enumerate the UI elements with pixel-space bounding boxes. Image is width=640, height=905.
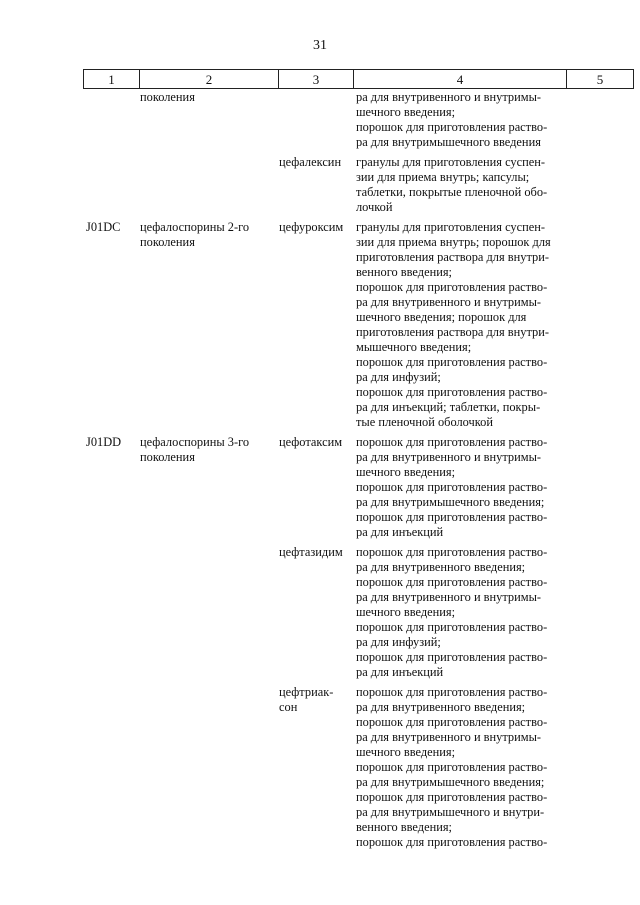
dosage-forms-line: гранулы для приготовления суспен- [356,155,546,169]
dosage-forms-line: порошок для приготовления раство- [356,685,548,699]
dosage-forms-line: ра для инъекций [356,525,444,539]
dosage-forms-line: порошок для приготовления раство- [356,575,548,589]
dosage-forms-cell [354,89,567,155]
dosage-forms-line: порошок для приготовления раство- [356,435,548,449]
note-cell [567,154,634,219]
table-row [84,434,634,544]
group-name-line: поколения [140,90,195,104]
dosage-forms-line: зии для приема внутрь; порошок для [356,235,551,249]
table-row [84,219,634,434]
group-name-line: цефалоспорины 3-го [140,435,250,449]
group-name-cell [140,154,279,219]
dosage-forms-line: шечного введения; [356,465,456,479]
drug-name-line: цефалексин [279,155,342,169]
dosage-forms-cell [354,434,567,544]
group-name-cell [140,544,279,684]
dosage-forms-line: гранулы для приготовления суспен- [356,220,546,234]
group-name-line: поколения [140,450,195,464]
dosage-forms-line: ра для инфузий; [356,635,441,649]
dosage-forms-line: ра для внутривенного и внутримы- [356,450,542,464]
dosage-forms-line: приготовления раствора для внутри- [356,250,549,264]
dosage-forms-line: шечного введения; порошок для [356,310,527,324]
drug-name-line: цефтазидим [279,545,343,559]
atc-code-cell [84,684,140,854]
dosage-forms-line: ра для внутривенного и внутримы- [356,590,542,604]
atc-code-cell: J01DD [86,435,122,449]
dosage-forms-line: ра для внутримышечного введения [356,135,541,149]
dosage-forms-line: ра для внутривенного введения; [356,560,526,574]
dosage-forms-cell [354,154,567,219]
dosage-forms-line: ра для внутривенного введения; [356,700,526,714]
dosage-forms-line: шечного введения; [356,105,456,119]
dosage-forms-line: порошок для приготовления раство- [356,355,548,369]
table-row [84,684,634,854]
drug-name-cell [279,684,354,854]
atc-code-cell [84,89,140,155]
dosage-forms-cell [354,544,567,684]
dosage-forms-line: порошок для приготовления раство- [356,385,548,399]
atc-code-cell: J01DC [86,220,121,234]
table-header-row [84,70,634,89]
column-header-2: 2 [140,70,279,89]
dosage-forms-line: венного введения; [356,265,452,279]
atc-code-cell [84,544,140,684]
table-row [84,89,634,155]
dosage-forms-line: шечного введения; [356,605,456,619]
atc-code-cell [84,154,140,219]
column-header-1: 1 [84,70,140,89]
dosage-forms-line: порошок для приготовления раство- [356,650,548,664]
column-header-3: 3 [279,70,354,89]
note-cell [567,684,634,854]
drug-name-line: цефотаксим [279,435,343,449]
drug-name-cell [279,544,354,684]
group-name-line: поколения [140,235,195,249]
drug-name-cell [279,434,354,544]
dosage-forms-cell [354,219,567,434]
dosage-forms-line: ра для внутримышечного введения; [356,495,545,509]
drug-table [83,69,634,854]
group-name-cell [140,219,279,434]
dosage-forms-line: зии для приема внутрь; капсулы; [356,170,530,184]
dosage-forms-line: ра для внутримышечного и внутри- [356,805,545,819]
dosage-forms-line: ра для внутримышечного введения; [356,775,545,789]
dosage-forms-line: порошок для приготовления раство- [356,790,548,804]
dosage-forms-line: шечного введения; [356,745,456,759]
drug-name-cell [279,154,354,219]
note-cell [567,544,634,684]
dosage-forms-line: ра для инъекций [356,665,444,679]
group-name-cell [140,684,279,854]
dosage-forms-line: порошок для приготовления раство- [356,715,548,729]
dosage-forms-line: ра для инъекций; таблетки, покры- [356,400,541,414]
dosage-forms-line: порошок для приготовления раство- [356,545,548,559]
dosage-forms-line: порошок для приготовления раство- [356,510,548,524]
table-row [84,544,634,684]
column-header-4: 4 [354,70,567,89]
note-cell [567,89,634,155]
table-body [84,89,634,855]
drug-name-cell [279,89,354,155]
dosage-forms-line: мышечного введения; [356,340,472,354]
dosage-forms-line: ра для внутривенного и внутримы- [356,90,542,104]
dosage-forms-line: ра для внутривенного и внутримы- [356,295,542,309]
group-name-cell [140,89,279,155]
dosage-forms-line: таблетки, покрытые пленочной обо- [356,185,548,199]
group-name-line: цефалоспорины 2-го [140,220,250,234]
table-row [84,154,634,219]
dosage-forms-line: порошок для приготовления раство- [356,620,548,634]
dosage-forms-line: ра для внутривенного и внутримы- [356,730,542,744]
column-header-5: 5 [567,70,634,89]
drug-name-line: цефтриак- [279,685,334,699]
note-cell [567,434,634,544]
drug-name-line: цефуроксим [279,220,344,234]
dosage-forms-line: приготовления раствора для внутри- [356,325,549,339]
dosage-forms-line: ра для инфузий; [356,370,441,384]
drug-name-cell [279,219,354,434]
dosage-forms-line: венного введения; [356,820,452,834]
drug-name-line: сон [279,700,298,714]
dosage-forms-line: тые пленочной оболочкой [356,415,493,429]
group-name-cell [140,434,279,544]
dosage-forms-line: лочкой [356,200,393,214]
dosage-forms-line: порошок для приготовления раство- [356,120,548,134]
dosage-forms-line: порошок для приготовления раство- [356,480,548,494]
note-cell [567,219,634,434]
dosage-forms-line: порошок для приготовления раство- [356,760,548,774]
dosage-forms-line: порошок для приготовления раство- [356,835,548,849]
dosage-forms-cell [354,684,567,854]
dosage-forms-line: порошок для приготовления раство- [356,280,548,294]
page-number: 31 [313,38,327,53]
